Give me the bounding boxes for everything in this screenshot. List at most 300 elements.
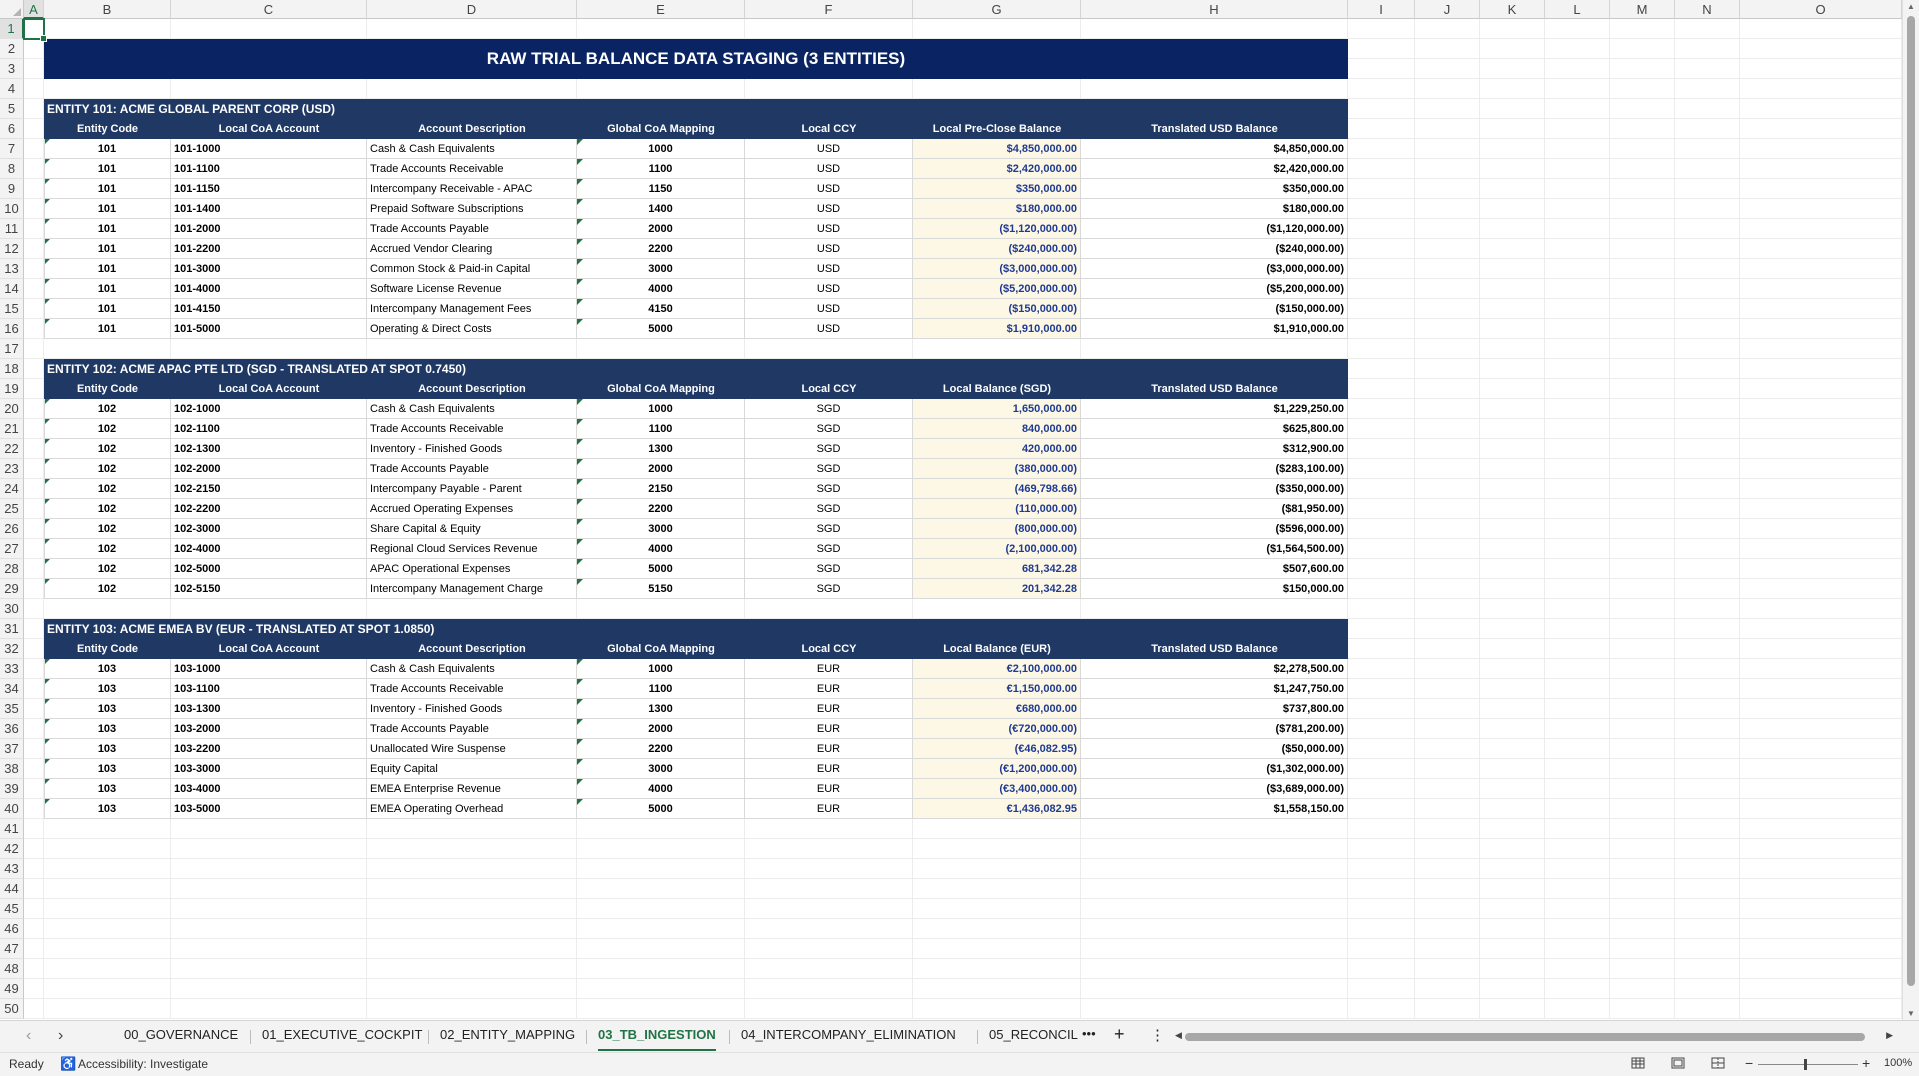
table-cell[interactable] xyxy=(745,719,913,738)
table-cell[interactable] xyxy=(171,559,367,578)
column-header-M[interactable]: M xyxy=(1610,0,1675,19)
table-cell[interactable] xyxy=(171,539,367,558)
table-cell[interactable] xyxy=(577,699,745,718)
table-cell[interactable] xyxy=(44,799,171,818)
row-header-19[interactable]: 19 xyxy=(0,379,24,399)
table-cell[interactable] xyxy=(367,759,577,778)
table-cell[interactable] xyxy=(44,439,171,458)
table-cell[interactable] xyxy=(913,479,1081,498)
table-cell[interactable] xyxy=(1081,279,1348,298)
tab-scroll-right-icon[interactable]: › xyxy=(58,1027,64,1044)
table-cell[interactable] xyxy=(745,559,913,578)
table-cell[interactable] xyxy=(745,519,913,538)
error-indicator-icon[interactable] xyxy=(577,579,583,585)
table-cell[interactable] xyxy=(577,279,745,298)
row-header-33[interactable]: 33 xyxy=(0,659,24,679)
table-cell[interactable] xyxy=(745,499,913,518)
table-cell[interactable] xyxy=(1081,759,1348,778)
table-cell[interactable] xyxy=(44,259,171,278)
table-cell[interactable] xyxy=(1081,499,1348,518)
sheet-tab-01-executive-cockpit[interactable]: 01_EXECUTIVE_COCKPIT xyxy=(262,1027,423,1042)
table-cell[interactable] xyxy=(745,699,913,718)
table-cell[interactable] xyxy=(577,479,745,498)
tab-scroll-left-icon[interactable]: ‹ xyxy=(26,1027,32,1044)
table-cell[interactable] xyxy=(367,279,577,298)
page-break-icon[interactable] xyxy=(1710,1055,1726,1074)
table-cell[interactable] xyxy=(44,419,171,438)
table-cell[interactable] xyxy=(913,159,1081,178)
table-cell[interactable] xyxy=(367,519,577,538)
table-cell[interactable] xyxy=(171,739,367,758)
table-cell[interactable] xyxy=(745,479,913,498)
row-header-8[interactable]: 8 xyxy=(0,159,24,179)
column-header-I[interactable]: I xyxy=(1348,0,1415,19)
table-cell[interactable] xyxy=(913,259,1081,278)
row-header-4[interactable]: 4 xyxy=(0,79,24,99)
table-cell[interactable] xyxy=(913,139,1081,158)
table-cell[interactable] xyxy=(913,759,1081,778)
error-indicator-icon[interactable] xyxy=(577,479,583,485)
table-cell[interactable] xyxy=(577,299,745,318)
table-cell[interactable] xyxy=(44,519,171,538)
row-header-41[interactable]: 41 xyxy=(0,819,24,839)
table-cell[interactable] xyxy=(44,779,171,798)
table-cell[interactable] xyxy=(1081,539,1348,558)
row-header-25[interactable]: 25 xyxy=(0,499,24,519)
table-cell[interactable] xyxy=(367,539,577,558)
table-cell[interactable] xyxy=(171,199,367,218)
table-cell[interactable] xyxy=(913,739,1081,758)
table-cell[interactable] xyxy=(745,239,913,258)
table-cell[interactable] xyxy=(367,499,577,518)
table-cell[interactable] xyxy=(367,319,577,338)
tab-options-button[interactable]: ⋮ xyxy=(1150,1027,1165,1044)
column-header-G[interactable]: G xyxy=(913,0,1081,19)
table-cell[interactable] xyxy=(1081,479,1348,498)
table-cell[interactable] xyxy=(1081,139,1348,158)
table-cell[interactable] xyxy=(1081,419,1348,438)
table-cell[interactable] xyxy=(367,399,577,418)
column-header-B[interactable]: B xyxy=(44,0,171,19)
table-cell[interactable] xyxy=(913,179,1081,198)
table-cell[interactable] xyxy=(367,299,577,318)
table-cell[interactable] xyxy=(913,719,1081,738)
error-indicator-icon[interactable] xyxy=(577,319,583,325)
error-indicator-icon[interactable] xyxy=(577,419,583,425)
sheet-tab-00-governance[interactable]: 00_GOVERNANCE xyxy=(124,1027,239,1042)
table-cell[interactable] xyxy=(577,759,745,778)
error-indicator-icon[interactable] xyxy=(577,499,583,505)
table-cell[interactable] xyxy=(1081,159,1348,178)
table-cell[interactable] xyxy=(1081,259,1348,278)
row-header-26[interactable]: 26 xyxy=(0,519,24,539)
table-cell[interactable] xyxy=(44,719,171,738)
table-cell[interactable] xyxy=(577,179,745,198)
table-cell[interactable] xyxy=(1081,699,1348,718)
sheet-tab-03-tb-ingestion[interactable]: 03_TB_INGESTION xyxy=(598,1027,716,1051)
error-indicator-icon[interactable] xyxy=(577,539,583,545)
row-header-40[interactable]: 40 xyxy=(0,799,24,819)
table-cell[interactable] xyxy=(367,159,577,178)
table-cell[interactable] xyxy=(577,239,745,258)
error-indicator-icon[interactable] xyxy=(577,179,583,185)
table-cell[interactable] xyxy=(1081,799,1348,818)
column-header-A[interactable]: A xyxy=(24,0,44,19)
table-cell[interactable] xyxy=(913,439,1081,458)
zoom-level[interactable]: 100% xyxy=(1884,1057,1913,1069)
table-cell[interactable] xyxy=(577,399,745,418)
row-header-46[interactable]: 46 xyxy=(0,919,24,939)
table-cell[interactable] xyxy=(44,579,171,598)
table-cell[interactable] xyxy=(745,799,913,818)
table-cell[interactable] xyxy=(44,139,171,158)
table-cell[interactable] xyxy=(745,659,913,678)
table-cell[interactable] xyxy=(1081,679,1348,698)
table-cell[interactable] xyxy=(745,319,913,338)
table-cell[interactable] xyxy=(171,319,367,338)
table-cell[interactable] xyxy=(171,479,367,498)
row-header-34[interactable]: 34 xyxy=(0,679,24,699)
table-cell[interactable] xyxy=(171,179,367,198)
row-header-3[interactable]: 3 xyxy=(0,59,24,79)
row-header-49[interactable]: 49 xyxy=(0,979,24,999)
table-cell[interactable] xyxy=(44,219,171,238)
table-cell[interactable] xyxy=(171,499,367,518)
table-cell[interactable] xyxy=(367,719,577,738)
active-cell-A1[interactable] xyxy=(23,18,45,40)
table-cell[interactable] xyxy=(577,679,745,698)
table-cell[interactable] xyxy=(913,299,1081,318)
row-header-29[interactable]: 29 xyxy=(0,579,24,599)
table-cell[interactable] xyxy=(44,459,171,478)
error-indicator-icon[interactable] xyxy=(577,459,583,465)
row-header-21[interactable]: 21 xyxy=(0,419,24,439)
table-cell[interactable] xyxy=(44,159,171,178)
error-indicator-icon[interactable] xyxy=(577,779,583,785)
table-cell[interactable] xyxy=(577,559,745,578)
error-indicator-icon[interactable] xyxy=(577,519,583,525)
table-cell[interactable] xyxy=(577,739,745,758)
table-cell[interactable] xyxy=(44,279,171,298)
table-cell[interactable] xyxy=(1081,179,1348,198)
table-cell[interactable] xyxy=(171,239,367,258)
table-cell[interactable] xyxy=(44,299,171,318)
row-header-47[interactable]: 47 xyxy=(0,939,24,959)
table-cell[interactable] xyxy=(577,539,745,558)
add-sheet-button[interactable]: + xyxy=(1114,1024,1125,1044)
row-header-27[interactable]: 27 xyxy=(0,539,24,559)
row-header-6[interactable]: 6 xyxy=(0,119,24,139)
row-header-45[interactable]: 45 xyxy=(0,899,24,919)
column-header-N[interactable]: N xyxy=(1675,0,1740,19)
vertical-scroll-thumb[interactable] xyxy=(1907,16,1915,986)
table-cell[interactable] xyxy=(367,579,577,598)
table-cell[interactable] xyxy=(745,539,913,558)
table-cell[interactable] xyxy=(171,159,367,178)
row-header-42[interactable]: 42 xyxy=(0,839,24,859)
table-cell[interactable] xyxy=(577,799,745,818)
table-cell[interactable] xyxy=(745,259,913,278)
accessibility-status[interactable]: Accessibility: Investigate xyxy=(78,1057,209,1071)
scroll-right-icon[interactable]: ▶ xyxy=(1886,1030,1893,1040)
table-cell[interactable] xyxy=(577,459,745,478)
table-cell[interactable] xyxy=(171,399,367,418)
error-indicator-icon[interactable] xyxy=(577,239,583,245)
row-header-24[interactable]: 24 xyxy=(0,479,24,499)
more-tabs-button[interactable]: ••• xyxy=(1082,1026,1096,1041)
table-cell[interactable] xyxy=(171,659,367,678)
table-cell[interactable] xyxy=(577,199,745,218)
row-header-30[interactable]: 30 xyxy=(0,599,24,619)
table-cell[interactable] xyxy=(913,399,1081,418)
row-header-1[interactable]: 1 xyxy=(0,19,24,39)
table-cell[interactable] xyxy=(367,139,577,158)
table-cell[interactable] xyxy=(1081,719,1348,738)
table-cell[interactable] xyxy=(577,139,745,158)
table-cell[interactable] xyxy=(171,299,367,318)
error-indicator-icon[interactable] xyxy=(577,299,583,305)
table-cell[interactable] xyxy=(1081,239,1348,258)
row-header-15[interactable]: 15 xyxy=(0,299,24,319)
table-cell[interactable] xyxy=(1081,219,1348,238)
table-cell[interactable] xyxy=(913,219,1081,238)
table-cell[interactable] xyxy=(44,539,171,558)
zoom-slider[interactable] xyxy=(1758,1064,1858,1065)
table-cell[interactable] xyxy=(577,499,745,518)
table-cell[interactable] xyxy=(913,419,1081,438)
table-cell[interactable] xyxy=(913,539,1081,558)
scroll-up-icon[interactable]: ▲ xyxy=(1907,2,1915,11)
column-header-H[interactable]: H xyxy=(1081,0,1348,19)
table-cell[interactable] xyxy=(1081,299,1348,318)
row-header-28[interactable]: 28 xyxy=(0,559,24,579)
table-cell[interactable] xyxy=(171,579,367,598)
table-cell[interactable] xyxy=(745,779,913,798)
table-cell[interactable] xyxy=(367,259,577,278)
table-cell[interactable] xyxy=(745,299,913,318)
row-header-14[interactable]: 14 xyxy=(0,279,24,299)
page-layout-icon[interactable] xyxy=(1670,1055,1686,1074)
table-cell[interactable] xyxy=(913,319,1081,338)
table-cell[interactable] xyxy=(913,459,1081,478)
table-cell[interactable] xyxy=(745,579,913,598)
table-cell[interactable] xyxy=(367,659,577,678)
table-cell[interactable] xyxy=(745,219,913,238)
table-cell[interactable] xyxy=(171,699,367,718)
table-cell[interactable] xyxy=(171,679,367,698)
error-indicator-icon[interactable] xyxy=(577,699,583,705)
table-cell[interactable] xyxy=(745,399,913,418)
row-header-22[interactable]: 22 xyxy=(0,439,24,459)
table-cell[interactable] xyxy=(44,659,171,678)
zoom-in-button[interactable]: + xyxy=(1862,1055,1871,1071)
table-cell[interactable] xyxy=(44,679,171,698)
table-cell[interactable] xyxy=(44,319,171,338)
table-cell[interactable] xyxy=(1081,559,1348,578)
table-cell[interactable] xyxy=(171,259,367,278)
table-cell[interactable] xyxy=(1081,439,1348,458)
table-cell[interactable] xyxy=(171,139,367,158)
sheet-tab-02-entity-mapping[interactable]: 02_ENTITY_MAPPING xyxy=(440,1027,576,1042)
table-cell[interactable] xyxy=(171,459,367,478)
row-header-32[interactable]: 32 xyxy=(0,639,24,659)
table-cell[interactable] xyxy=(745,199,913,218)
horizontal-scroll-thumb[interactable] xyxy=(1185,1033,1865,1041)
table-cell[interactable] xyxy=(1081,319,1348,338)
select-all-corner[interactable] xyxy=(0,0,24,19)
table-cell[interactable] xyxy=(367,439,577,458)
column-header-F[interactable]: F xyxy=(745,0,913,19)
row-header-10[interactable]: 10 xyxy=(0,199,24,219)
table-cell[interactable] xyxy=(44,739,171,758)
table-cell[interactable] xyxy=(171,719,367,738)
table-cell[interactable] xyxy=(367,199,577,218)
row-header-36[interactable]: 36 xyxy=(0,719,24,739)
table-cell[interactable] xyxy=(577,519,745,538)
table-cell[interactable] xyxy=(745,679,913,698)
table-cell[interactable] xyxy=(1081,199,1348,218)
row-header-7[interactable]: 7 xyxy=(0,139,24,159)
table-cell[interactable] xyxy=(913,699,1081,718)
table-cell[interactable] xyxy=(171,279,367,298)
error-indicator-icon[interactable] xyxy=(577,679,583,685)
horizontal-scrollbar[interactable] xyxy=(1175,1030,1893,1044)
table-cell[interactable] xyxy=(367,739,577,758)
table-cell[interactable] xyxy=(367,799,577,818)
table-cell[interactable] xyxy=(44,559,171,578)
table-cell[interactable] xyxy=(367,459,577,478)
error-indicator-icon[interactable] xyxy=(577,799,583,805)
table-cell[interactable] xyxy=(44,479,171,498)
row-header-2[interactable]: 2 xyxy=(0,39,24,59)
table-cell[interactable] xyxy=(745,159,913,178)
error-indicator-icon[interactable] xyxy=(577,559,583,565)
table-cell[interactable] xyxy=(913,559,1081,578)
column-header-C[interactable]: C xyxy=(171,0,367,19)
table-cell[interactable] xyxy=(577,439,745,458)
sheet-tab-05-reconcil[interactable]: 05_RECONCIL xyxy=(989,1027,1078,1042)
sheet-tab-04-intercompany-elimination[interactable]: 04_INTERCOMPANY_ELIMINATION xyxy=(741,1027,956,1042)
table-cell[interactable] xyxy=(1081,659,1348,678)
table-cell[interactable] xyxy=(745,439,913,458)
row-header-12[interactable]: 12 xyxy=(0,239,24,259)
column-header-E[interactable]: E xyxy=(577,0,745,19)
table-cell[interactable] xyxy=(44,759,171,778)
row-header-13[interactable]: 13 xyxy=(0,259,24,279)
table-cell[interactable] xyxy=(1081,779,1348,798)
row-header-9[interactable]: 9 xyxy=(0,179,24,199)
table-cell[interactable] xyxy=(745,459,913,478)
table-cell[interactable] xyxy=(913,519,1081,538)
column-header-J[interactable]: J xyxy=(1415,0,1480,19)
table-cell[interactable] xyxy=(171,779,367,798)
row-header-35[interactable]: 35 xyxy=(0,699,24,719)
normal-view-icon[interactable] xyxy=(1630,1055,1646,1074)
row-header-18[interactable]: 18 xyxy=(0,359,24,379)
table-cell[interactable] xyxy=(1081,459,1348,478)
row-header-48[interactable]: 48 xyxy=(0,959,24,979)
table-cell[interactable] xyxy=(577,319,745,338)
vertical-scrollbar[interactable] xyxy=(1902,0,1919,1020)
table-cell[interactable] xyxy=(44,499,171,518)
zoom-slider-thumb[interactable] xyxy=(1804,1059,1807,1070)
column-header-K[interactable]: K xyxy=(1480,0,1545,19)
row-header-5[interactable]: 5 xyxy=(0,99,24,119)
error-indicator-icon[interactable] xyxy=(577,139,583,145)
table-cell[interactable] xyxy=(171,759,367,778)
table-cell[interactable] xyxy=(913,799,1081,818)
column-header-O[interactable]: O xyxy=(1740,0,1902,19)
error-indicator-icon[interactable] xyxy=(577,759,583,765)
row-header-38[interactable]: 38 xyxy=(0,759,24,779)
error-indicator-icon[interactable] xyxy=(577,279,583,285)
row-header-11[interactable]: 11 xyxy=(0,219,24,239)
table-cell[interactable] xyxy=(367,239,577,258)
table-cell[interactable] xyxy=(577,659,745,678)
table-cell[interactable] xyxy=(367,419,577,438)
table-cell[interactable] xyxy=(171,799,367,818)
table-cell[interactable] xyxy=(577,159,745,178)
table-cell[interactable] xyxy=(913,679,1081,698)
row-header-43[interactable]: 43 xyxy=(0,859,24,879)
table-cell[interactable] xyxy=(44,179,171,198)
error-indicator-icon[interactable] xyxy=(577,719,583,725)
table-cell[interactable] xyxy=(367,559,577,578)
table-cell[interactable] xyxy=(913,239,1081,258)
row-header-44[interactable]: 44 xyxy=(0,879,24,899)
scroll-down-icon[interactable]: ▼ xyxy=(1907,1009,1915,1018)
table-cell[interactable] xyxy=(913,499,1081,518)
error-indicator-icon[interactable] xyxy=(577,159,583,165)
table-cell[interactable] xyxy=(745,279,913,298)
table-cell[interactable] xyxy=(367,679,577,698)
row-header-37[interactable]: 37 xyxy=(0,739,24,759)
table-cell[interactable] xyxy=(577,779,745,798)
table-cell[interactable] xyxy=(367,179,577,198)
table-cell[interactable] xyxy=(913,779,1081,798)
error-indicator-icon[interactable] xyxy=(577,659,583,665)
table-cell[interactable] xyxy=(367,779,577,798)
table-cell[interactable] xyxy=(577,219,745,238)
table-cell[interactable] xyxy=(913,279,1081,298)
row-header-31[interactable]: 31 xyxy=(0,619,24,639)
table-cell[interactable] xyxy=(745,139,913,158)
table-cell[interactable] xyxy=(745,419,913,438)
table-cell[interactable] xyxy=(44,699,171,718)
table-cell[interactable] xyxy=(171,439,367,458)
table-cell[interactable] xyxy=(577,259,745,278)
row-header-23[interactable]: 23 xyxy=(0,459,24,479)
error-indicator-icon[interactable] xyxy=(577,739,583,745)
table-cell[interactable] xyxy=(171,519,367,538)
table-cell[interactable] xyxy=(44,199,171,218)
row-header-16[interactable]: 16 xyxy=(0,319,24,339)
error-indicator-icon[interactable] xyxy=(577,439,583,445)
row-header-17[interactable]: 17 xyxy=(0,339,24,359)
table-cell[interactable] xyxy=(913,659,1081,678)
table-cell[interactable] xyxy=(367,219,577,238)
table-cell[interactable] xyxy=(1081,579,1348,598)
column-header-L[interactable]: L xyxy=(1545,0,1610,19)
table-cell[interactable] xyxy=(367,479,577,498)
table-cell[interactable] xyxy=(913,579,1081,598)
zoom-out-button[interactable]: − xyxy=(1745,1055,1754,1071)
table-cell[interactable] xyxy=(44,239,171,258)
row-header-39[interactable]: 39 xyxy=(0,779,24,799)
error-indicator-icon[interactable] xyxy=(577,399,583,405)
table-cell[interactable] xyxy=(44,399,171,418)
table-cell[interactable] xyxy=(913,199,1081,218)
